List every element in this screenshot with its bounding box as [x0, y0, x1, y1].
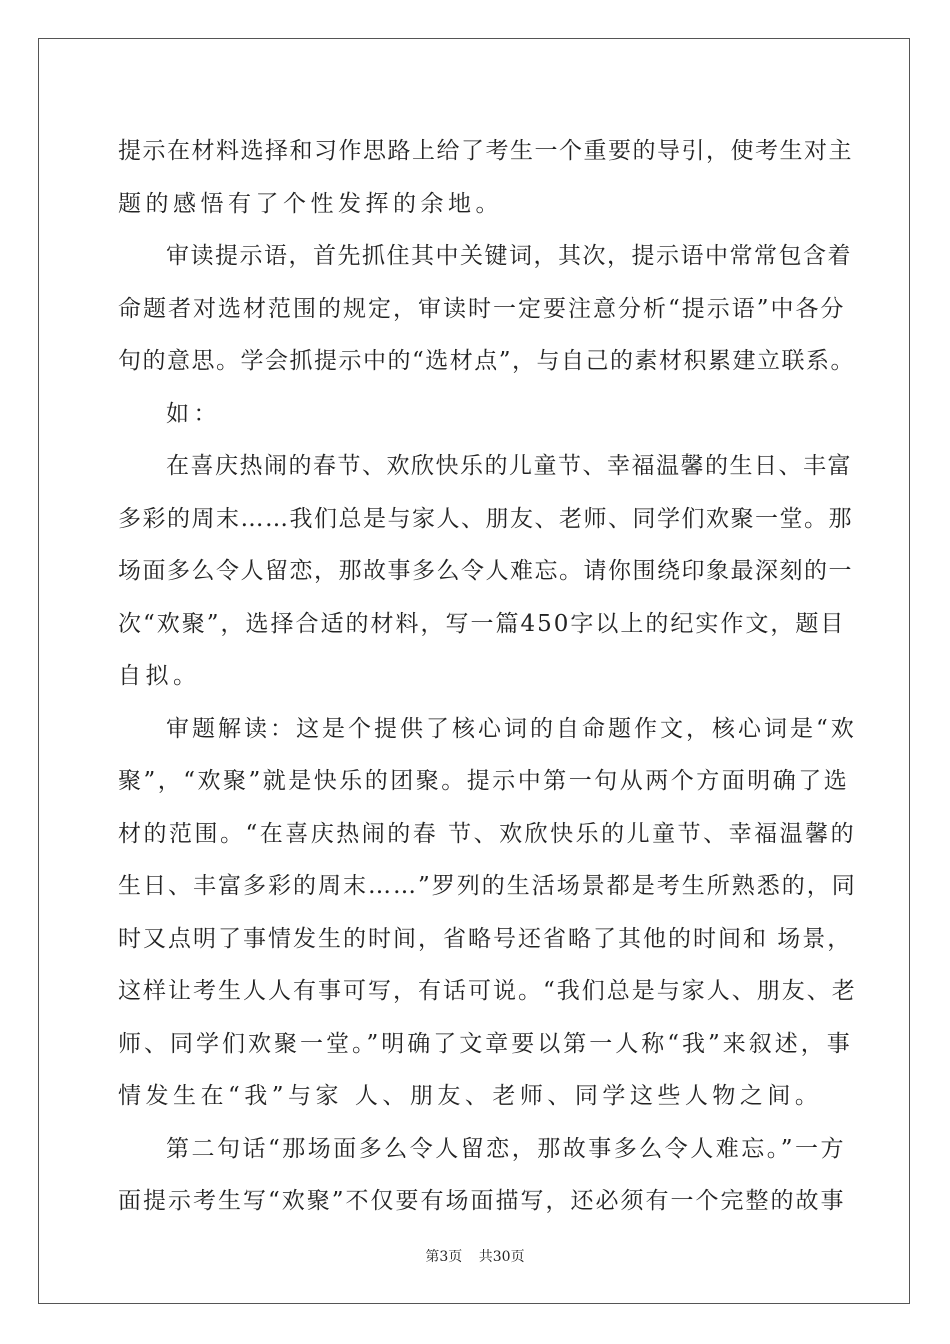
- text-line: 师、同学们欢聚一堂。”明确了文章要以第一人称“我”来叙述，事: [118, 1031, 853, 1057]
- text-line: 场面多么令人留恋，那故事多么令人难忘。请你围绕印象最深刻的一: [118, 558, 853, 584]
- text-line: 审读提示语，首先抓住其中关键词，其次，提示语中常常包含着: [166, 243, 852, 269]
- text-line: 题的感悟有了个性发挥的余地。: [118, 191, 503, 217]
- text-line: 在喜庆热闹的春节、欢欣快乐的儿童节、幸福温馨的生日、丰富: [166, 453, 852, 479]
- text-line: 材的范围。“在喜庆热闹的春 节、欢欣快乐的儿童节、幸福温馨的: [118, 821, 857, 847]
- page-footer: [0, 1246, 950, 1266]
- text-line: 自拟。: [118, 663, 201, 689]
- text-line: 命题者对选材范围的规定，审读时一定要注意分析“提示语”中各分: [118, 296, 846, 322]
- text-line: 时又点明了事情发生的时间，省略号还省略了其他的时间和 场景，: [118, 926, 853, 952]
- text-line: 审题解读：这是个提供了核心词的自命题作文，核心词是“欢: [166, 716, 857, 742]
- text-line: 面提示考生写“欢聚”不仅要有场面描写，还必须有一个完整的故事: [118, 1188, 846, 1214]
- text-line: 次“欢聚”，选择合适的材料，写一篇450字以上的纪实作文，题目: [118, 611, 846, 637]
- text-line: 句的意思。学会抓提示中的“选材点”，与自己的素材积累建立联系。: [118, 348, 856, 374]
- page-total: 共30页: [478, 1249, 525, 1265]
- text-line: 这样让考生人人有事可写，有话可说。“我们总是与家人、朋友、老: [118, 978, 857, 1004]
- text-line: 多彩的周末……我们总是与家人、朋友、老师、同学们欢聚一堂。那: [118, 506, 853, 532]
- text-line: 情发生在“我”与家 人、朋友、老师、同学这些人物之间。: [118, 1083, 823, 1109]
- text-line: 生日、丰富多彩的周末……”罗列的生活场景都是考生所熟悉的，同: [118, 873, 857, 899]
- text-line: 提示在材料选择和习作思路上给了考生一个重要的导引，使考生对主: [118, 138, 853, 164]
- text-line: 聚”，“欢聚”就是快乐的团聚。提示中第一句从两个方面明确了选: [118, 768, 850, 794]
- text-line: 第二句话“那场面多么令人留恋，那故事多么令人难忘。”一方: [166, 1136, 847, 1162]
- text-line: 如：: [166, 401, 221, 427]
- page-number: 第3页: [425, 1249, 463, 1265]
